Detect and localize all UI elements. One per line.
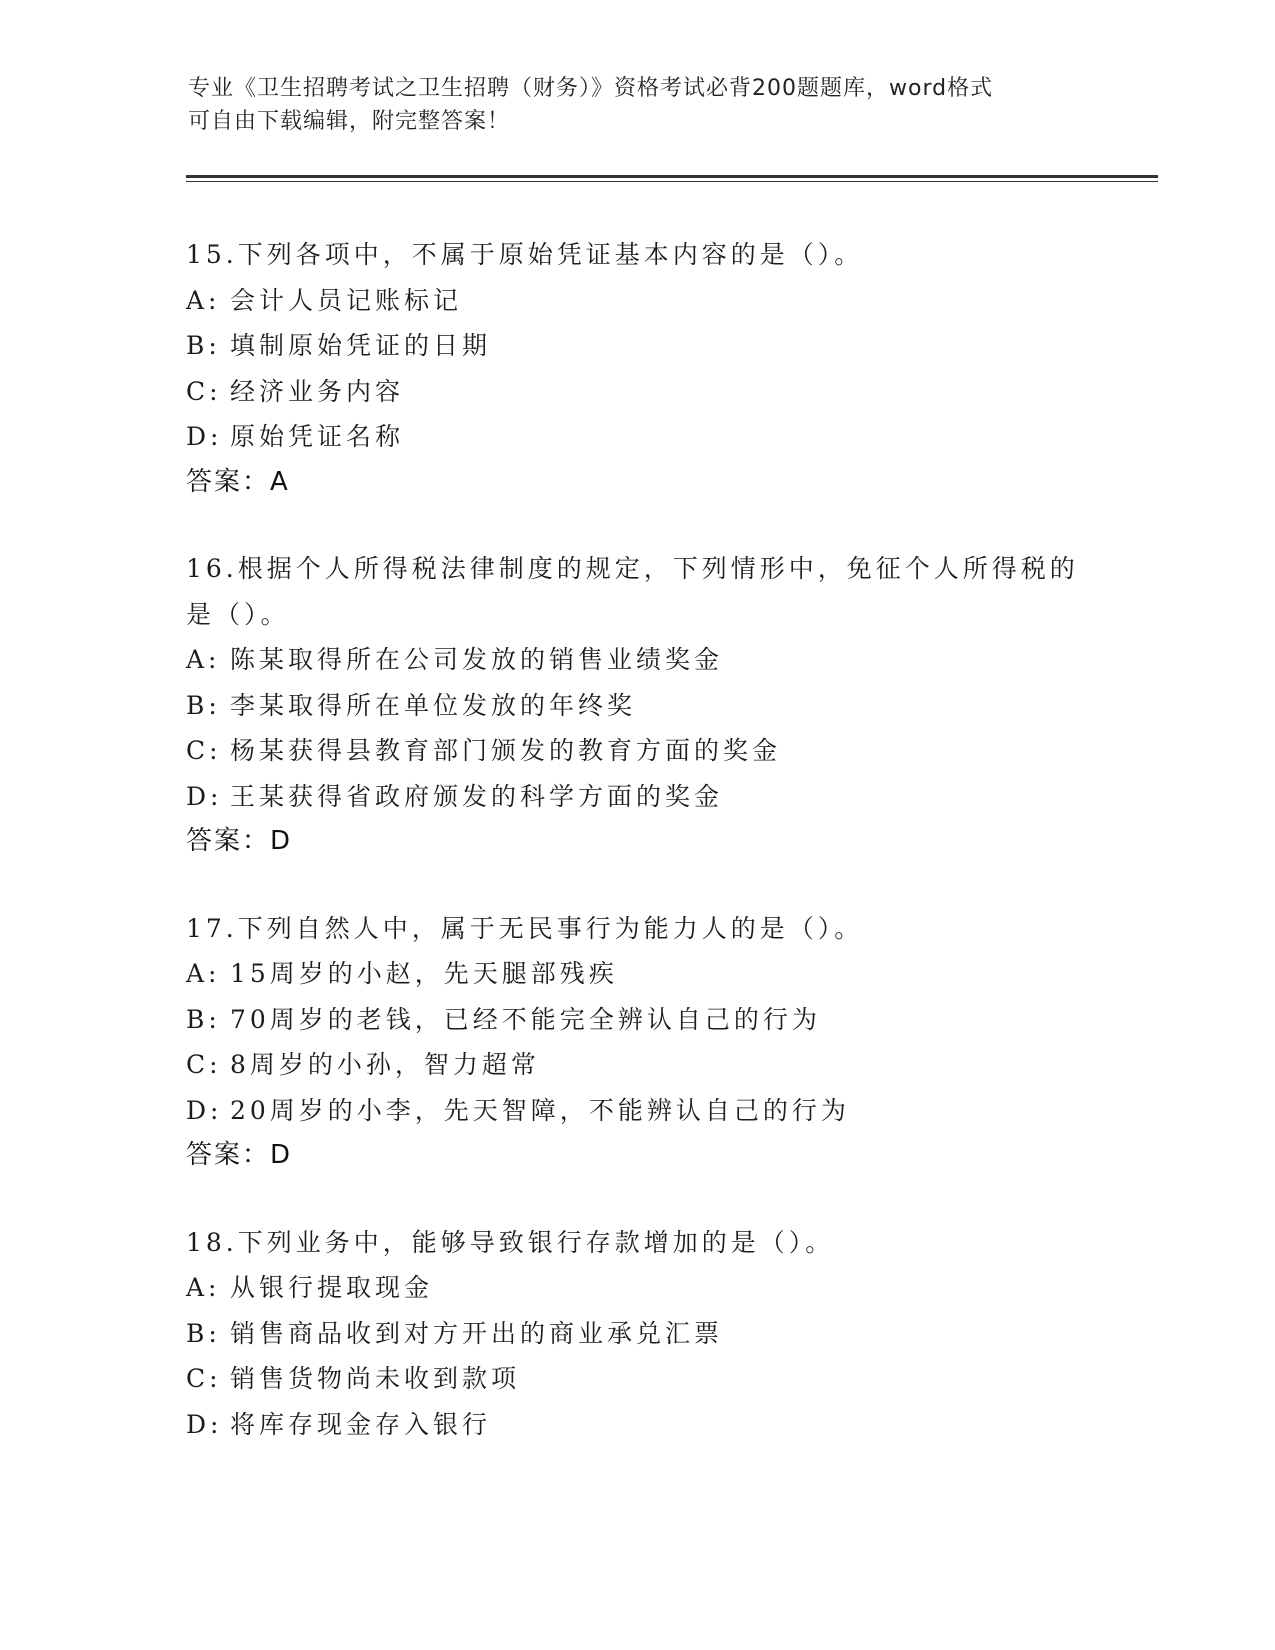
header-divider-thick (186, 175, 1158, 178)
question-list (186, 232, 1086, 1488)
option-text: 会计人员记账标记 (230, 285, 463, 315)
option-letter: A: (186, 285, 221, 315)
option-letter: C: (186, 736, 222, 765)
answer-option (186, 1402, 1086, 1448)
option-text: 陈某取得所在公司发放的销售业绩奖金 (230, 645, 724, 674)
question-block (186, 1220, 1086, 1448)
question-stem: 16.根据个人所得税法律制度的规定，下列情形中，免征个人所得税的 (186, 554, 1079, 583)
header-divider-thin (186, 181, 1158, 182)
answer-option (186, 774, 1086, 820)
option-letter: C: (186, 376, 222, 406)
option-letter: D: (186, 781, 223, 811)
option-text: 王某获得省政府颁发的科学方面的奖金 (230, 781, 724, 811)
answer-option (186, 1265, 1086, 1311)
answer-option (186, 951, 1086, 997)
option-text: 8周岁的小孙，智力超常 (230, 1050, 540, 1079)
option-letter: A: (186, 959, 221, 988)
answer-option (186, 1356, 1086, 1402)
option-letter: D: (186, 1095, 223, 1125)
option-text: 李某取得所在单位发放的年终奖 (230, 690, 637, 720)
option-text: 20周岁的小李，先天智障，不能辨认自己的行为 (230, 1095, 850, 1125)
answer-key: 答案：A (186, 466, 290, 497)
option-letter: C: (186, 1364, 222, 1393)
answer-option (186, 369, 1086, 415)
answer-option (186, 414, 1086, 460)
answer-key: 答案：D (186, 826, 293, 856)
answer-option (186, 278, 1086, 324)
question-stem: 15.下列各项中，不属于原始凭证基本内容的是（）。 (186, 240, 864, 269)
question-stem: 是（）。 (186, 599, 290, 629)
option-text: 杨某获得县教育部门颁发的教育方面的奖金 (230, 736, 782, 765)
option-text: 销售货物尚未收到款项 (230, 1364, 521, 1393)
header-line-1: 专业《卫生招聘考试之卫生招聘（财务）》资格考试必背200题题库，word格式 (188, 76, 994, 101)
option-text: 填制原始凭证的日期 (230, 331, 492, 360)
header-line-2: 可自由下载编辑，附完整答案！ (188, 109, 511, 134)
answer-option (186, 728, 1086, 774)
option-letter: C: (186, 1050, 222, 1079)
option-text: 15周岁的小赵，先天腿部残疾 (230, 959, 618, 988)
answer-option (186, 683, 1086, 729)
option-letter: A: (186, 1273, 221, 1302)
option-letter: A: (186, 645, 221, 674)
option-letter: D: (186, 422, 223, 451)
answer-option (186, 637, 1086, 683)
question-stem: 18.下列业务中，能够导致银行存款增加的是（）。 (186, 1227, 835, 1257)
question-block (186, 546, 1086, 865)
option-text: 原始凭证名称 (230, 422, 405, 451)
option-text: 70周岁的老钱，已经不能完全辨认自己的行为 (230, 1004, 821, 1034)
option-text: 将库存现金存入银行 (230, 1409, 492, 1439)
option-text: 经济业务内容 (230, 376, 405, 406)
option-letter: D: (186, 1409, 223, 1439)
option-text: 从银行提取现金 (230, 1273, 434, 1302)
question-block (186, 232, 1086, 505)
answer-option (186, 997, 1086, 1043)
answer-option (186, 1088, 1086, 1134)
option-text: 销售商品收到对方开出的商业承兑汇票 (230, 1318, 724, 1348)
option-letter: B: (186, 690, 221, 720)
question-stem: 17.下列自然人中，属于无民事行为能力人的是（）。 (186, 913, 864, 943)
document-header (188, 72, 1088, 138)
answer-key: 答案：D (186, 1140, 293, 1170)
answer-option (186, 1042, 1086, 1088)
option-letter: B: (186, 331, 221, 360)
answer-option (186, 1311, 1086, 1357)
option-letter: B: (186, 1004, 221, 1034)
option-letter: B: (186, 1318, 221, 1348)
answer-option (186, 323, 1086, 369)
question-block (186, 906, 1086, 1179)
